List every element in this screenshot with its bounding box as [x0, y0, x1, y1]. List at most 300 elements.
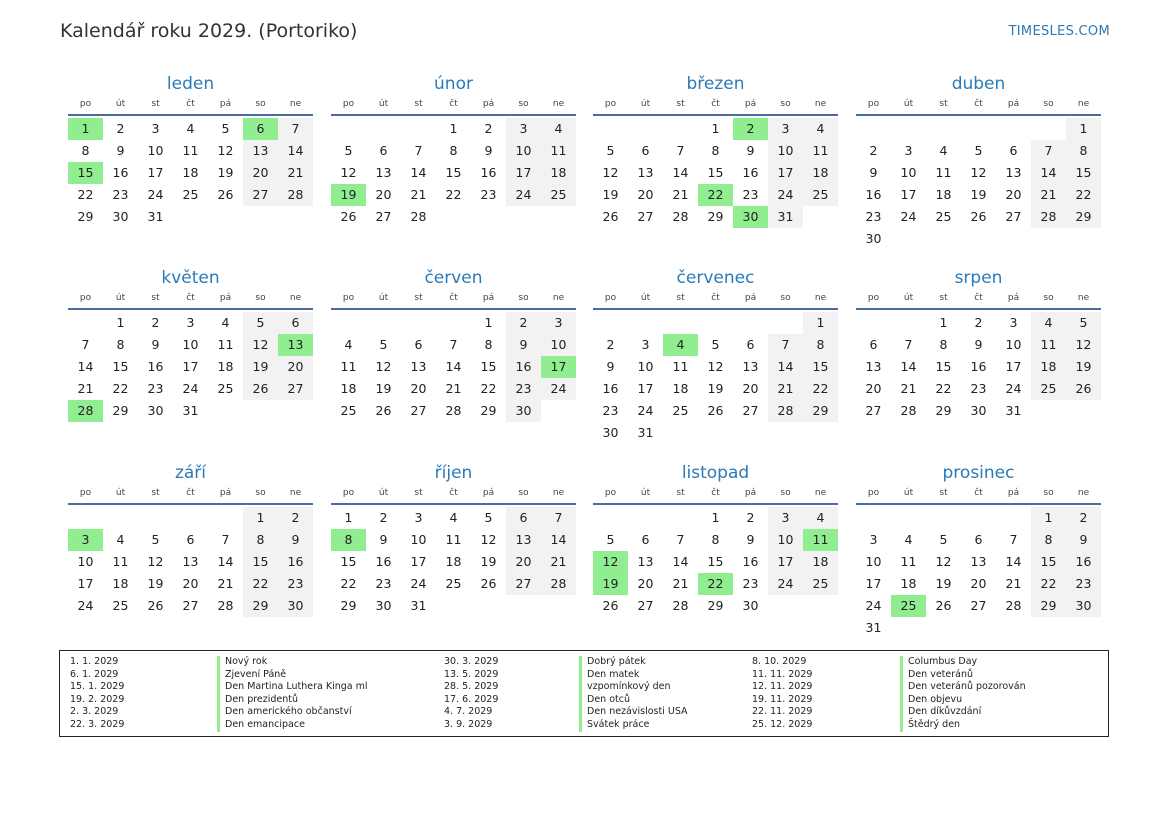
day-cell: 12 [217, 143, 234, 158]
day-cell: 2 [116, 121, 125, 136]
month-block [593, 462, 838, 617]
day-cell: 16 [742, 554, 759, 569]
day-cell: 26 [375, 403, 392, 418]
day-cell: 11 [1031, 334, 1066, 356]
month-block [331, 73, 576, 228]
day-cell: 26 [602, 209, 619, 224]
day-cell: 16 [742, 165, 759, 180]
legend-row [70, 669, 368, 682]
day-cell: 23 [480, 187, 497, 202]
day-cell: 21 [217, 576, 234, 591]
day-cell: 27 [865, 403, 882, 418]
weekday-label: so [518, 99, 529, 109]
day-cell: 18 [803, 551, 838, 573]
weekday-label: pá [744, 293, 757, 303]
weekday-label: so [255, 293, 266, 303]
day-cell: 7 [278, 118, 313, 140]
day-cell: 7 [1031, 140, 1066, 162]
day-cell: 21 [278, 162, 313, 184]
holiday-day-cell: 13 [278, 334, 313, 356]
day-cell: 27 [1005, 209, 1022, 224]
legend-row [752, 706, 1026, 719]
day-cell: 29 [77, 209, 94, 224]
day-cell: 7 [676, 143, 685, 158]
day-cell: 20 [970, 576, 987, 591]
day-cell: 15 [803, 356, 838, 378]
day-cell: 15 [340, 554, 357, 569]
month-block [856, 267, 1101, 422]
weekday-label: so [1043, 99, 1054, 109]
legend-holiday-name: Nový rok [217, 656, 267, 669]
day-cell: 3 [641, 337, 650, 352]
day-cell: 25 [112, 598, 129, 613]
day-cell: 9 [379, 532, 388, 547]
day-cell: 6 [974, 532, 983, 547]
weekday-header [593, 486, 838, 500]
day-cell: 6 [746, 337, 755, 352]
day-cell: 14 [541, 529, 576, 551]
header-rule [331, 503, 576, 505]
legend-row [444, 706, 688, 719]
day-cell: 7 [768, 334, 803, 356]
day-cell: 8 [116, 337, 125, 352]
weekday-label: st [676, 293, 685, 303]
day-cell: 27 [243, 184, 278, 206]
day-cell: 17 [410, 554, 427, 569]
day-cell: 23 [1066, 573, 1101, 595]
day-cell: 10 [410, 532, 427, 547]
legend-row [70, 719, 368, 732]
day-cell: 5 [606, 532, 615, 547]
weekday-label: po [604, 293, 617, 303]
legend-date: 2. 3. 2029 [70, 706, 119, 718]
weekday-label: st [939, 293, 948, 303]
weekday-label: pá [482, 488, 495, 498]
day-cell: 20 [865, 381, 882, 396]
day-cell: 15 [112, 359, 129, 374]
month-block [331, 267, 576, 422]
month-block [593, 73, 838, 228]
legend-row [444, 694, 688, 707]
days-grid [68, 118, 313, 228]
weekday-label: čt [974, 488, 983, 498]
day-cell: 28 [1005, 598, 1022, 613]
day-cell: 20 [375, 187, 392, 202]
day-cell: 14 [445, 359, 462, 374]
month-block [856, 73, 1101, 250]
day-cell: 9 [484, 143, 493, 158]
day-cell: 8 [1066, 140, 1101, 162]
day-cell: 18 [182, 165, 199, 180]
weekday-label: so [255, 488, 266, 498]
header-rule [593, 503, 838, 505]
legend-holiday-name: vzpomínkový den [579, 681, 671, 694]
day-cell: 24 [768, 573, 803, 595]
holiday-day-cell: 22 [698, 184, 733, 206]
day-cell: 27 [506, 573, 541, 595]
weekday-label: čt [186, 99, 195, 109]
weekday-label: út [640, 293, 651, 303]
legend-holiday-name: Den veteránů [900, 669, 973, 682]
day-cell: 26 [602, 598, 619, 613]
day-cell: 15 [1066, 162, 1101, 184]
header-rule [856, 308, 1101, 310]
day-cell: 6 [641, 532, 650, 547]
weekday-header [593, 97, 838, 111]
legend-holiday-name: Columbus Day [900, 656, 977, 669]
day-cell: 27 [970, 598, 987, 613]
weekday-label: út [115, 488, 126, 498]
day-cell: 8 [449, 143, 458, 158]
day-cell: 20 [637, 576, 654, 591]
empty-cell [856, 118, 891, 140]
day-cell: 20 [278, 356, 313, 378]
day-cell: 28 [672, 209, 689, 224]
legend-holiday-name: Den objevu [900, 694, 962, 707]
month-block [68, 267, 313, 422]
day-cell: 22 [935, 381, 952, 396]
legend-date: 19. 11. 2029 [752, 693, 813, 705]
month-block [856, 462, 1101, 639]
day-cell: 9 [116, 143, 125, 158]
day-cell: 6 [506, 507, 541, 529]
day-cell: 6 [869, 337, 878, 352]
day-cell: 18 [112, 576, 129, 591]
weekday-label: ne [814, 99, 827, 109]
day-cell: 22 [803, 378, 838, 400]
legend-holiday-name: Den nezávislosti USA [579, 706, 688, 719]
day-cell: 11 [803, 140, 838, 162]
legend-date: 30. 3. 2029 [444, 656, 499, 667]
weekday-label: so [1043, 293, 1054, 303]
day-cell: 17 [865, 576, 882, 591]
day-cell: 9 [869, 165, 878, 180]
day-cell: 26 [707, 403, 724, 418]
day-cell: 20 [742, 381, 759, 396]
holiday-day-cell: 19 [593, 573, 628, 595]
day-cell: 8 [939, 337, 948, 352]
month-name: listopad [681, 463, 750, 483]
day-cell: 14 [768, 356, 803, 378]
day-cell: 31 [637, 425, 654, 440]
day-cell: 3 [541, 312, 576, 334]
weekday-label: po [867, 293, 880, 303]
empty-cell [996, 507, 1031, 529]
header-rule [331, 114, 576, 116]
day-cell: 26 [1066, 378, 1101, 400]
day-cell: 11 [340, 359, 357, 374]
legend-column [444, 656, 688, 732]
day-cell: 14 [900, 359, 917, 374]
legend-date: 8. 10. 2029 [752, 656, 807, 667]
day-cell: 7 [414, 143, 423, 158]
empty-cell [926, 118, 961, 140]
weekday-label: ne [1077, 488, 1090, 498]
legend-column [752, 656, 1026, 732]
month-name: leden [166, 74, 215, 94]
legend-holiday-name: Zjevení Páně [217, 669, 286, 682]
day-cell: 30 [1066, 595, 1101, 617]
empty-cell [628, 507, 663, 529]
day-cell: 23 [506, 378, 541, 400]
day-cell: 13 [182, 554, 199, 569]
month-name: duben [951, 74, 1006, 94]
day-cell: 10 [182, 337, 199, 352]
day-cell: 25 [340, 403, 357, 418]
day-cell: 14 [672, 554, 689, 569]
holiday-day-cell: 30 [733, 206, 768, 228]
day-cell: 1 [484, 315, 493, 330]
day-cell: 13 [375, 165, 392, 180]
legend-row [444, 669, 688, 682]
empty-cell [173, 507, 208, 529]
weekday-label: ne [552, 293, 565, 303]
day-cell: 31 [768, 206, 803, 228]
day-cell: 17 [147, 165, 164, 180]
legend-holiday-name: Den matek [579, 669, 639, 682]
day-cell: 29 [340, 598, 357, 613]
weekday-label: pá [482, 99, 495, 109]
day-cell: 1 [344, 510, 353, 525]
weekday-label: ne [814, 488, 827, 498]
day-cell: 1 [243, 507, 278, 529]
legend-holiday-name: Den emancipace [217, 719, 305, 732]
legend-column [70, 656, 368, 732]
day-cell: 22 [1031, 573, 1066, 595]
day-cell: 31 [147, 209, 164, 224]
legend-row [70, 694, 368, 707]
day-cell: 10 [147, 143, 164, 158]
header-rule [68, 114, 313, 116]
day-cell: 3 [506, 118, 541, 140]
day-cell: 9 [606, 359, 615, 374]
day-cell: 8 [1031, 529, 1066, 551]
empty-cell [663, 118, 698, 140]
holiday-day-cell: 25 [891, 595, 926, 617]
day-cell: 25 [672, 403, 689, 418]
day-cell: 9 [974, 337, 983, 352]
day-cell: 5 [974, 143, 983, 158]
day-cell: 18 [445, 554, 462, 569]
day-cell: 4 [904, 532, 913, 547]
empty-cell [768, 312, 803, 334]
day-cell: 28 [410, 209, 427, 224]
day-cell: 22 [480, 381, 497, 396]
legend-row [444, 656, 688, 669]
weekday-label: st [414, 99, 423, 109]
day-cell: 15 [1031, 551, 1066, 573]
legend-holiday-name: Den díkůvzdání [900, 706, 981, 719]
weekday-label: ne [814, 293, 827, 303]
day-cell: 3 [1009, 315, 1018, 330]
weekday-label: st [939, 488, 948, 498]
day-cell: 26 [340, 209, 357, 224]
day-cell: 23 [602, 403, 619, 418]
day-cell: 21 [768, 378, 803, 400]
day-cell: 24 [865, 598, 882, 613]
legend-date: 19. 2. 2029 [70, 693, 125, 705]
day-cell: 24 [182, 381, 199, 396]
day-cell: 2 [379, 510, 388, 525]
day-cell: 4 [541, 118, 576, 140]
day-cell: 22 [445, 187, 462, 202]
holiday-day-cell: 15 [68, 162, 103, 184]
day-cell: 2 [278, 507, 313, 529]
weekday-label: čt [186, 488, 195, 498]
weekday-label: po [867, 488, 880, 498]
day-cell: 14 [217, 554, 234, 569]
day-cell: 24 [506, 184, 541, 206]
days-grid [856, 118, 1101, 250]
day-cell: 2 [746, 510, 755, 525]
weekday-label: út [903, 99, 914, 109]
day-cell: 17 [768, 162, 803, 184]
holiday-day-cell: 28 [68, 400, 103, 422]
day-cell: 25 [803, 184, 838, 206]
holiday-day-cell: 17 [541, 356, 576, 378]
day-cell: 24 [1005, 381, 1022, 396]
weekday-label: út [640, 488, 651, 498]
day-cell: 11 [445, 532, 462, 547]
weekday-header [331, 486, 576, 500]
day-cell: 21 [900, 381, 917, 396]
legend-date: 11. 11. 2029 [752, 668, 813, 680]
empty-cell [856, 312, 891, 334]
weekday-label: st [151, 293, 160, 303]
day-cell: 11 [112, 554, 129, 569]
day-cell: 26 [935, 598, 952, 613]
month-name: březen [686, 74, 745, 94]
day-cell: 6 [186, 532, 195, 547]
weekday-label: po [604, 99, 617, 109]
day-cell: 7 [904, 337, 913, 352]
day-cell: 29 [707, 598, 724, 613]
day-cell: 27 [375, 209, 392, 224]
day-cell: 22 [340, 576, 357, 591]
day-cell: 4 [803, 118, 838, 140]
day-cell: 14 [410, 165, 427, 180]
day-cell: 24 [900, 209, 917, 224]
day-cell: 22 [1066, 184, 1101, 206]
day-cell: 7 [1009, 532, 1018, 547]
legend-date: 6. 1. 2029 [70, 668, 119, 680]
day-cell: 16 [147, 359, 164, 374]
empty-cell [891, 507, 926, 529]
empty-cell [401, 118, 436, 140]
weekday-header [856, 97, 1101, 111]
weekday-label: pá [482, 293, 495, 303]
day-cell: 14 [278, 140, 313, 162]
day-cell: 9 [151, 337, 160, 352]
day-cell: 6 [278, 312, 313, 334]
weekday-label: ne [552, 488, 565, 498]
day-cell: 20 [506, 551, 541, 573]
day-cell: 10 [768, 140, 803, 162]
day-cell: 3 [869, 532, 878, 547]
month-name: prosinec [942, 463, 1015, 483]
day-cell: 8 [243, 529, 278, 551]
days-grid [856, 507, 1101, 639]
days-grid [593, 118, 838, 228]
day-cell: 30 [506, 400, 541, 422]
weekday-label: so [780, 488, 791, 498]
day-cell: 15 [445, 165, 462, 180]
legend-row [444, 681, 688, 694]
day-cell: 3 [768, 118, 803, 140]
day-cell: 4 [939, 143, 948, 158]
brand-link[interactable]: TIMESLES.COM [1008, 24, 1110, 39]
weekday-label: po [342, 488, 355, 498]
empty-cell [401, 312, 436, 334]
day-cell: 11 [182, 143, 199, 158]
day-cell: 16 [278, 551, 313, 573]
day-cell: 30 [112, 209, 129, 224]
weekday-label: po [604, 488, 617, 498]
holiday-legend [59, 650, 1109, 737]
day-cell: 30 [375, 598, 392, 613]
day-cell: 23 [865, 209, 882, 224]
day-cell: 24 [637, 403, 654, 418]
legend-holiday-name: Štědrý den [900, 719, 960, 732]
day-cell: 20 [637, 187, 654, 202]
empty-cell [366, 118, 401, 140]
legend-row [70, 681, 368, 694]
month-block [68, 462, 313, 617]
empty-cell [593, 118, 628, 140]
day-cell: 17 [768, 551, 803, 573]
legend-row [752, 656, 1026, 669]
weekday-label: st [414, 488, 423, 498]
month-block [593, 267, 838, 444]
day-cell: 1 [1031, 507, 1066, 529]
day-cell: 29 [935, 403, 952, 418]
day-cell: 12 [970, 165, 987, 180]
month-name: říjen [434, 463, 473, 483]
day-cell: 13 [410, 359, 427, 374]
empty-cell [891, 118, 926, 140]
weekday-label: út [378, 488, 389, 498]
day-cell: 19 [243, 356, 278, 378]
day-cell: 8 [484, 337, 493, 352]
day-cell: 19 [480, 554, 497, 569]
day-cell: 21 [672, 187, 689, 202]
day-cell: 31 [410, 598, 427, 613]
day-cell: 19 [375, 381, 392, 396]
empty-cell [961, 118, 996, 140]
day-cell: 28 [217, 598, 234, 613]
day-cell: 2 [606, 337, 615, 352]
day-cell: 10 [506, 140, 541, 162]
weekday-label: st [151, 488, 160, 498]
legend-row [70, 706, 368, 719]
legend-date: 17. 6. 2029 [444, 693, 499, 705]
legend-holiday-name: Den otců [579, 694, 630, 707]
day-cell: 6 [414, 337, 423, 352]
day-cell: 26 [147, 598, 164, 613]
day-cell: 23 [742, 576, 759, 591]
weekday-label: čt [711, 293, 720, 303]
legend-row [752, 719, 1026, 732]
weekday-label: út [640, 99, 651, 109]
month-block [68, 73, 313, 228]
day-cell: 25 [1031, 378, 1066, 400]
day-cell: 1 [939, 315, 948, 330]
day-cell: 30 [742, 598, 759, 613]
day-cell: 30 [278, 595, 313, 617]
legend-holiday-name: Den Martina Luthera Kinga ml [217, 681, 368, 694]
legend-row [752, 669, 1026, 682]
day-cell: 3 [414, 510, 423, 525]
